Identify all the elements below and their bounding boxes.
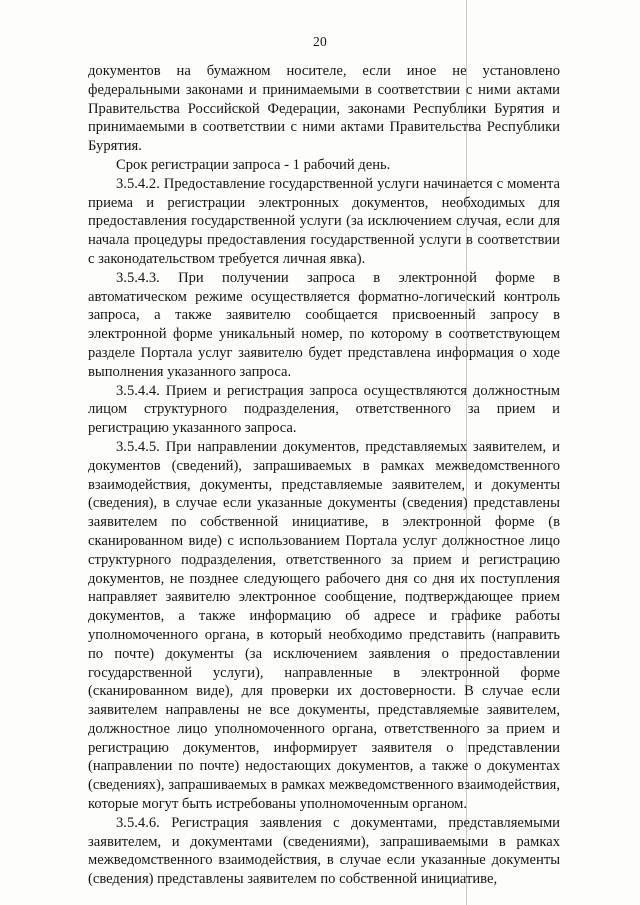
paragraph-3-5-4-6: 3.5.4.6. Регистрация заявления с документами, представляемыми заявителем, и документами (сведениями), запрашиваемыми в рамках межведомственного взаимодействия, в случае если указанные документы (сведения) представлены заявителем по собственной инициативе, [88, 814, 560, 888]
paragraph-3-5-4-2: 3.5.4.2. Предоставление государственной услуги начинается с момента приема и регистрации электронных документов, необходимых для предоставления государственной услуги (за исключением случая, если для начала процедуры предоставления государственной услуги в соответствии с законодательством требуется личная явка). [88, 175, 560, 267]
paragraph-continuation: документов на бумажном носителе, если иное не установлено федеральными законами и принимаемыми в соответствии с ними актами Правительства Российской Федерации, законами Республики Бурятия и принимаемыми в соответствии с ними актами Правительства Республики Бурятия. [88, 63, 560, 155]
paragraph-3-5-4-3: 3.5.4.3. При получении запроса в электронной форме в автоматическом режиме осуществляется форматно-логический контроль запроса, а также заявителю сообщается присвоенный запросу в электронной форме уникальный номер, по которому в соответствующем разделе Портала услуг заявителю будет представлена информация о ходе выполнения указанного запроса. [88, 269, 560, 380]
document-body [88, 62, 560, 889]
page-number: 20 [312, 34, 328, 49]
paragraph-registration-term: Срок регистрации запроса - 1 рабочий день. [116, 156, 391, 173]
paragraph-3-5-4-5: 3.5.4.5. При направлении документов, представляемых заявителем, и документов (сведений), запрашиваемых в рамках межведомственного взаимодействия, документы, представляемые заявителем, и документы (сведения), в случае если указанные документы (сведения) представлены заявителем по собственной инициативе, в электронной форме (в сканированном виде) с использованием Портала услуг должностное лицо структурного подразделения, ответственного за прием и регистрацию документов, не позднее следующего рабочего дня со дня их поступления направляет заявителю электронное сообщение, подтверждающее прием документов, а также информацию об адресе и графике работы уполномоченного органа, в который необходимо представить (направить по почте) документы (за исключением заявления о предоставлении государственной услуги), направленные в электронной форме (сканированном виде), для проверки их достоверности. В случае если заявителем направлены не все документы, представляемые заявителем, должностное лицо уполномоченного органа, ответственного за прием и регистрацию документов, информирует заявителя о представлении (направлении по почте) недостающих документов, а также о документах (сведениях), запрашиваемых в рамках межведомственного взаимодействия, которые могут быть истребованы уполномоченным органом. [88, 438, 560, 813]
paragraph-3-5-4-4: 3.5.4.4. Прием и регистрация запроса осуществляются должностным лицом структурного подразделения, ответственного за прием и регистрацию указанного запроса. [88, 382, 560, 437]
